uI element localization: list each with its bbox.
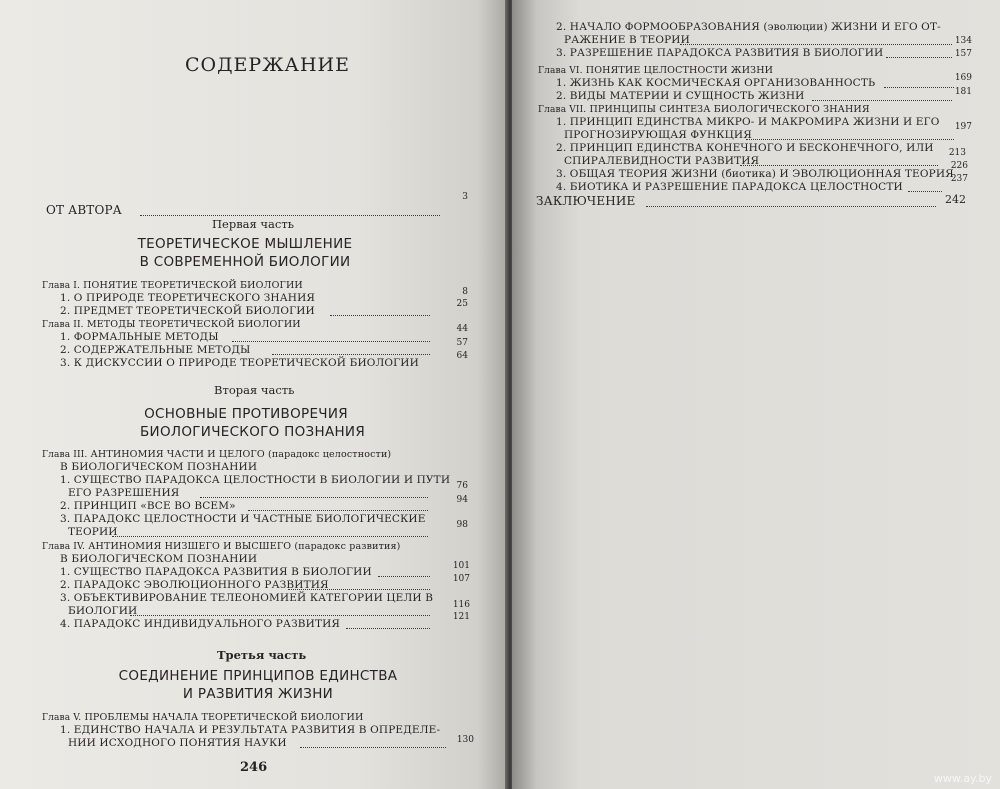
conclusion-label: ЗАКЛЮЧЕНИЕ	[536, 194, 636, 208]
folio-number: 246	[240, 760, 268, 775]
toc-entry: 3. РАЗРЕШЕНИЕ ПАРАДОКСА РАЗВИТИЯ В БИОЛОГИИ	[556, 47, 884, 59]
leader-dots	[646, 197, 936, 207]
toc-entry: 1. ЖИЗНЬ КАК КОСМИЧЕСКАЯ ОРГАНИЗОВАННОСТЬ	[556, 77, 876, 89]
leader-dots	[300, 738, 446, 748]
leader-dots	[740, 156, 938, 166]
right-page	[512, 0, 1000, 789]
author-note-page: 3	[462, 192, 468, 202]
page-number: 25	[456, 299, 468, 309]
page-number: 57	[456, 338, 468, 348]
toc-entry: 2. ПАРАДОКС ЭВОЛЮЦИОННОГО РАЗВИТИЯ	[60, 579, 329, 591]
toc-entry: 3. ПАРАДОКС ЦЕЛОСТНОСТИ И ЧАСТНЫЕ БИОЛОГИЧЕСКИЕ	[60, 513, 426, 525]
toc-entry: 2. ПРИНЦИП ЕДИНСТВА КОНЕЧНОГО И БЕСКОНЕЧНОГО, ИЛИ	[556, 142, 934, 154]
chapter-heading-cont: В БИОЛОГИЧЕСКОМ ПОЗНАНИИ	[60, 553, 258, 565]
page-number: 107	[452, 574, 470, 584]
toc-entry: 1. О ПРИРОДЕ ТЕОРЕТИЧЕСКОГО ЗНАНИЯ	[60, 292, 316, 304]
leader-dots	[812, 91, 952, 101]
contents-heading: СОДЕРЖАНИЕ	[185, 54, 350, 76]
toc-entry: 3. ОБЪЕКТИВИРОВАНИЕ ТЕЛЕОНОМИЕЙ КАТЕГОРИИ ЦЕЛИ В	[60, 592, 434, 604]
page-number: 94	[456, 495, 468, 505]
leader-dots	[378, 567, 430, 577]
toc-entry: 3. К ДИСКУССИИ О ПРИРОДЕ ТЕОРЕТИЧЕСКОЙ БИОЛОГИИ	[60, 357, 419, 369]
page-number: 237	[950, 174, 968, 184]
chapter-heading: Глава I. ПОНЯТИЕ ТЕОРЕТИЧЕСКОЙ БИОЛОГИИ	[42, 280, 303, 291]
page-number: 134	[954, 36, 972, 46]
page-number: 116	[452, 600, 470, 610]
toc-entry: 4. БИОТИКА И РАЗРЕШЕНИЕ ПАРАДОКСА ЦЕЛОСТНОСТИ	[556, 181, 903, 193]
toc-entry: 2. ПРЕДМЕТ ТЕОРЕТИЧЕСКОЙ БИОЛОГИИ	[60, 305, 315, 317]
page-number: 226	[950, 161, 968, 171]
chapter-heading: Глава VII. ПРИНЦИПЫ СИНТЕЗА БИОЛОГИЧЕСКОГО ЗНАНИЯ	[538, 104, 870, 115]
chapter-heading: Глава V. ПРОБЛЕМЫ НАЧАЛА ТЕОРЕТИЧЕСКОЙ БИОЛОГИИ	[42, 712, 364, 723]
part-title: СОЕДИНЕНИЕ ПРИНЦИПОВ ЕДИНСТВА И РАЗВИТИЯ ЖИЗНИ	[118, 668, 398, 702]
page-number: 213	[948, 148, 966, 158]
leader-dots	[130, 606, 430, 616]
leader-dots	[346, 619, 430, 629]
leader-dots	[112, 527, 428, 537]
conclusion-page: 242	[945, 193, 966, 206]
page-number: 44	[456, 324, 468, 334]
leader-dots	[680, 35, 952, 45]
toc-entry: 1. СУЩЕСТВО ПАРАДОКСА ЦЕЛОСТНОСТИ В БИОЛОГИИ И ПУТИ	[60, 474, 451, 486]
leader-dots	[200, 488, 428, 498]
toc-entry: 1. ФОРМАЛЬНЫЕ МЕТОДЫ	[60, 331, 219, 343]
leader-dots	[330, 306, 430, 316]
toc-entry-cont: РАЖЕНИЕ В ТЕОРИИ	[564, 34, 690, 46]
toc-entry-cont: НИИ ИСХОДНОГО ПОНЯТИЯ НАУКИ	[68, 737, 287, 749]
chapter-heading: Глава II. МЕТОДЫ ТЕОРЕТИЧЕСКОЙ БИОЛОГИИ	[42, 319, 301, 330]
toc-entry: 2. СОДЕРЖАТЕЛЬНЫЕ МЕТОДЫ	[60, 344, 251, 356]
leader-dots	[746, 130, 954, 140]
chapter-heading-cont: В БИОЛОГИЧЕСКОМ ПОЗНАНИИ	[60, 461, 258, 473]
page-number: 157	[954, 49, 972, 59]
page-number: 76	[456, 481, 468, 491]
toc-entry-cont: ТЕОРИИ	[68, 526, 118, 538]
page-number: 64	[456, 351, 468, 361]
watermark: www.ay.by	[933, 772, 992, 785]
page-number: 8	[462, 287, 468, 297]
page-number: 197	[954, 122, 972, 132]
toc-entry: 2. НАЧАЛО ФОРМООБРАЗОВАНИЯ (эволюции) ЖИЗНИ И ЕГО ОТ-	[556, 21, 941, 33]
leader-dots	[288, 580, 430, 590]
toc-entry: 3. ОБЩАЯ ТЕОРИЯ ЖИЗНИ (биотика) И ЭВОЛЮЦИОННАЯ ТЕОРИЯ	[556, 168, 954, 180]
leader-dots	[248, 501, 428, 511]
part-title: ОСНОВНЫЕ ПРОТИВОРЕЧИЯ БИОЛОГИЧЕСКОГО ПОЗНАНИЯ	[140, 406, 366, 440]
toc-entry: 4. ПАРАДОКС ИНДИВИДУАЛЬНОГО РАЗВИТИЯ	[60, 618, 341, 630]
page-number: 130	[456, 735, 474, 745]
page-number: 169	[954, 73, 972, 83]
chapter-heading: Глава IV. АНТИНОМИЯ НИЗШЕГО И ВЫСШЕГО (парадокс развития)	[42, 541, 401, 552]
toc-entry: 1. ПРИНЦИП ЕДИНСТВА МИКРО- И МАКРОМИРА ЖИЗНИ И ЕГО	[556, 116, 940, 128]
toc-entry: 1. СУЩЕСТВО ПАРАДОКСА РАЗВИТИЯ В БИОЛОГИИ	[60, 566, 372, 578]
part-label: Третья часть	[217, 648, 307, 662]
part-label: Вторая часть	[214, 383, 295, 397]
chapter-heading: Глава VI. ПОНЯТИЕ ЦЕЛОСТНОСТИ ЖИЗНИ	[538, 65, 774, 76]
leader-dots	[232, 332, 430, 342]
author-note-label: ОТ АВТОРА	[46, 203, 122, 217]
toc-entry-cont: БИОЛОГИИ	[68, 605, 138, 617]
page-number: 121	[452, 612, 470, 622]
page-number: 101	[452, 561, 470, 571]
part-label: Первая часть	[212, 217, 294, 231]
toc-entry: 1. ЕДИНСТВО НАЧАЛА И РЕЗУЛЬТАТА РАЗВИТИЯ В ОПРЕДЕЛЕ-	[60, 724, 441, 736]
toc-entry-cont: СПИРАЛЕВИДНОСТИ РАЗВИТИЯ	[564, 155, 760, 167]
chapter-heading: Глава III. АНТИНОМИЯ ЧАСТИ И ЦЕЛОГО (парадокс целостности)	[42, 449, 392, 460]
toc-entry-cont: ПРОГНОЗИРУЮЩАЯ ФУНКЦИЯ	[564, 129, 752, 141]
page-number: 98	[456, 520, 468, 530]
toc-entry: 2. ПРИНЦИП «ВСЕ ВО ВСЕМ»	[60, 500, 236, 512]
page-number: 181	[954, 87, 972, 97]
leader-dots	[272, 345, 430, 355]
toc-entry-cont: ЕГО РАЗРЕШЕНИЯ	[68, 487, 180, 499]
part-title: ТЕОРЕТИЧЕСКОЕ МЫШЛЕНИЕ В СОВРЕМЕННОЙ БИОЛОГИИ	[137, 236, 353, 270]
leader-dots	[140, 206, 440, 216]
toc-entry: 2. ВИДЫ МАТЕРИИ И СУЩНОСТЬ ЖИЗНИ	[556, 90, 805, 102]
